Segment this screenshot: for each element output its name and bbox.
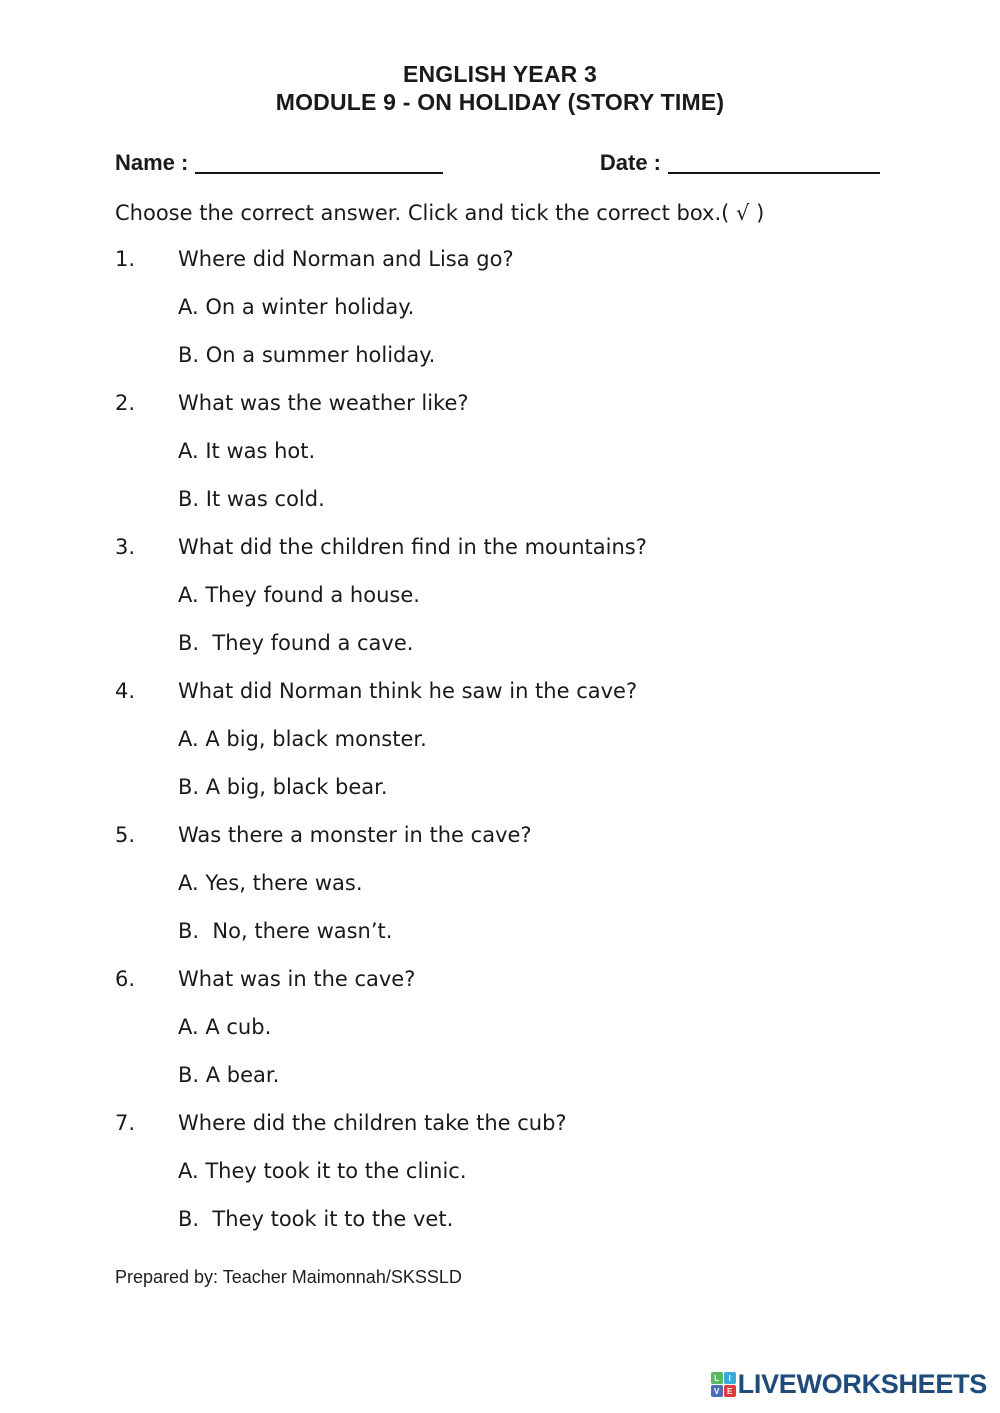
- instruction-text: Choose the correct answer. Click and tick the correct box.( √ ): [115, 201, 765, 225]
- question-text: Was there a monster in the cave?: [178, 823, 532, 847]
- question-7-option-b[interactable]: B. They took it to the vet.: [178, 1207, 454, 1231]
- question-5: [115, 822, 940, 944]
- question-7-option-a[interactable]: A. They took it to the clinic.: [178, 1159, 467, 1183]
- question-6-line: [115, 966, 940, 992]
- question-2-line: [115, 390, 940, 416]
- date-field: [600, 148, 880, 176]
- question-text: What was the weather like?: [178, 391, 469, 415]
- question-number: 4.: [115, 679, 136, 703]
- question-2-option-b[interactable]: B. It was cold.: [178, 487, 325, 511]
- name-input-line[interactable]: [195, 152, 443, 174]
- liveworksheets-grid-icon: [711, 1372, 736, 1397]
- page-title: [0, 0, 1000, 116]
- logo-letter-e: E: [724, 1385, 736, 1397]
- question-1-line: [115, 246, 940, 272]
- question-list: [115, 246, 940, 1232]
- question-1-option-a[interactable]: A. On a winter holiday.: [178, 295, 415, 319]
- question-number: 3.: [115, 535, 136, 559]
- question-4-option-a[interactable]: A. A big, black monster.: [178, 727, 427, 751]
- question-5-option-b[interactable]: B. No, there wasn’t.: [178, 919, 393, 943]
- question-2-option-a[interactable]: A. It was hot.: [178, 439, 316, 463]
- logo-letter-l: L: [711, 1372, 723, 1384]
- date-input-line[interactable]: [668, 152, 880, 174]
- question-5-option-a[interactable]: A. Yes, there was.: [178, 871, 363, 895]
- question-7-line: [115, 1110, 940, 1136]
- question-text: What was in the cave?: [178, 967, 416, 991]
- question-number: 7.: [115, 1111, 136, 1135]
- question-3-option-b[interactable]: B. They found a cave.: [178, 631, 414, 655]
- name-date-row: [115, 148, 880, 176]
- liveworksheets-wordmark: LIVEWORKSHEETS: [737, 1369, 987, 1399]
- question-number: 5.: [115, 823, 136, 847]
- name-label: Name :: [115, 150, 189, 175]
- title-line-2: MODULE 9 - ON HOLIDAY (STORY TIME): [275, 89, 725, 115]
- question-text: Where did the children take the cub?: [178, 1111, 567, 1135]
- question-number: 6.: [115, 967, 136, 991]
- question-4: [115, 678, 940, 800]
- question-text: Where did Norman and Lisa go?: [178, 247, 514, 271]
- logo-letter-i: I: [724, 1372, 736, 1384]
- question-1-option-b[interactable]: B. On a summer holiday.: [178, 343, 436, 367]
- logo-letter-v: V: [711, 1385, 723, 1397]
- question-text: What did Norman think he saw in the cave?: [178, 679, 638, 703]
- question-5-line: [115, 822, 940, 848]
- date-label: Date :: [599, 150, 661, 175]
- question-2: [115, 390, 940, 512]
- question-number: 2.: [115, 391, 136, 415]
- question-4-option-b[interactable]: B. A big, black bear.: [178, 775, 388, 799]
- question-6: [115, 966, 940, 1088]
- question-1: [115, 246, 940, 368]
- question-number: 1.: [115, 247, 136, 271]
- question-3-line: [115, 534, 940, 560]
- prepared-by-note: Prepared by: Teacher Maimonnah/SKSSLD: [115, 1267, 462, 1287]
- name-field: [115, 148, 443, 176]
- question-4-line: [115, 678, 940, 704]
- liveworksheets-logo[interactable]: [711, 1369, 987, 1400]
- question-3-option-a[interactable]: A. They found a house.: [178, 583, 420, 607]
- question-7: [115, 1110, 940, 1232]
- question-6-option-b[interactable]: B. A bear.: [178, 1063, 280, 1087]
- title-line-1: ENGLISH YEAR 3: [402, 61, 598, 87]
- question-3: [115, 534, 940, 656]
- question-text: What did the children find in the mountains?: [178, 535, 647, 559]
- question-6-option-a[interactable]: A. A cub.: [178, 1015, 272, 1039]
